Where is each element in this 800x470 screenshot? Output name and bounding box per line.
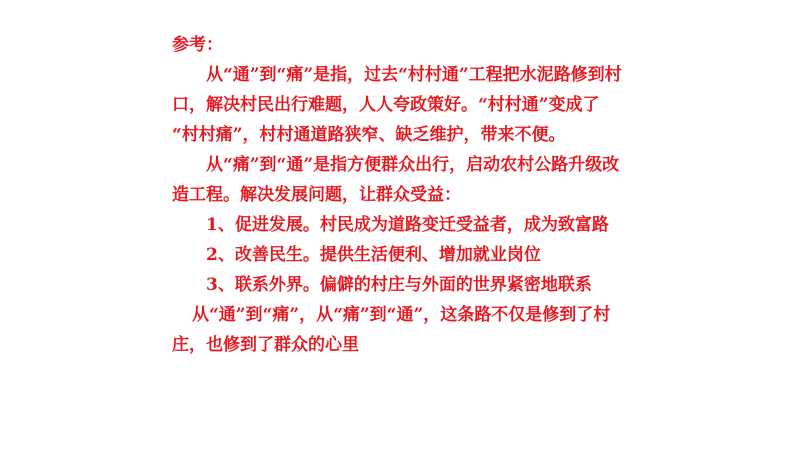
- reference-heading: 参考：: [172, 35, 223, 55]
- answer-text-block: [172, 30, 622, 360]
- list-item: 1、促进发展。村民成为道路变迁受益者，成为致富路: [206, 215, 609, 235]
- paragraph-line: “村村痛”，村村通道路狭窄、缺乏维护，带来不便。: [172, 125, 566, 145]
- paragraph-line: 从“通”到“痛”是指，过去“村村通”工程把水泥路修到村: [206, 65, 622, 85]
- list-item: 3、联系外界。偏僻的村庄与外面的世界紧密地联系: [206, 275, 592, 295]
- paragraph-line: 造工程。解决发展问题，让群众受益：: [172, 185, 461, 205]
- list-item: 2、改善民生。提供生活便利、增加就业岗位: [206, 245, 541, 265]
- paragraph-line: 庄，也修到了群众的心里: [172, 335, 359, 355]
- paragraph-line: 从“痛”到“通”是指方便群众出行，启动农村公路升级改: [206, 155, 620, 175]
- paragraph-line: 从“通”到“痛”，从“痛”到“通”，这条路不仅是修到了村: [192, 305, 611, 325]
- paragraph-line: 口，解决村民出行难题，人人夸政策好。“村村通”变成了: [172, 95, 600, 115]
